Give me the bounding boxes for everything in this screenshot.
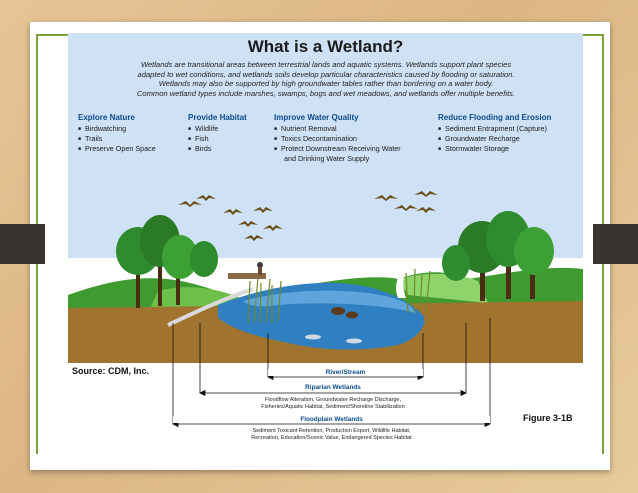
bird [253, 207, 273, 213]
figure-number: Figure 3-1B [523, 413, 573, 423]
category-heading: Explore Nature [78, 113, 135, 122]
fish [305, 335, 321, 340]
intro-line: Wetlands may also be supported by high groundwater tables rather than bordering on a water body. [158, 79, 494, 89]
bird [374, 195, 398, 201]
floodplain-wetlands-label: Floodplain Wetlands [173, 416, 490, 423]
category-item: ■ Sediment Entrapment (Capture) [438, 124, 551, 134]
desc-line: Floodflow Alteration, Groundwater Recharge Discharge, [264, 397, 402, 403]
tree-canopy [514, 227, 554, 275]
fish [346, 339, 362, 344]
tree-canopy [442, 245, 470, 281]
category-heading: Reduce Flooding and Erosion [438, 113, 552, 122]
category-improve-water-quality [274, 113, 401, 163]
desc-line: Recreation, Education/Scenic Value, Endangered Species Habitat [251, 435, 412, 441]
category-item: ■ Wildlife [188, 124, 247, 134]
left-tab [0, 224, 45, 264]
source-credit: Source: CDM, Inc. [72, 366, 150, 376]
corner-line-top-left [36, 34, 70, 36]
category-item: ■ Fish [188, 134, 247, 144]
bird [263, 225, 283, 231]
bird [244, 235, 264, 241]
category-heading: Improve Water Quality [274, 113, 359, 122]
category-item: ■ Preserve Open Space [78, 144, 156, 154]
riparian-wetlands-desc [200, 397, 466, 411]
category-provide-habitat [188, 113, 247, 154]
intro-line: Common wetland types include marshes, swamps, bogs and wet meadows, and wetlands offer multiple benefits. [136, 88, 516, 98]
duck [331, 307, 345, 315]
category-reduce-flooding [438, 113, 551, 154]
person [258, 267, 262, 275]
category-item: ■ Nutrient Removal [274, 124, 401, 134]
riparian-wetlands-label: Riparian Wetlands [305, 384, 361, 391]
category-item: ■ Trails [78, 134, 156, 144]
tree-trunk [158, 261, 162, 306]
bird [223, 209, 243, 215]
desc-line: Sediment Toxicant Retention, Production Export, Wildlife Habitat, [252, 428, 411, 434]
category-item: ■ Birdwatching [78, 124, 156, 134]
desc-line: Fisheries/Aquatic Habitat, Sediment/Shoreline Stabilization [261, 404, 405, 410]
bird [416, 207, 436, 213]
category-heading: Provide Habitat [188, 113, 247, 122]
intro-line: Wetlands are transitional areas between terrestrial lands and aquatic systems. Wetlands support plant species [140, 60, 512, 69]
category-item: ■ Stormwater Storage [438, 144, 551, 154]
category-item: ■ Birds [188, 144, 247, 154]
category-item: ■ Groundwater Recharge [438, 134, 551, 144]
floodplain-wetlands-desc [173, 428, 490, 442]
bird [238, 221, 258, 227]
intro-text [86, 60, 566, 98]
category-explore-nature [78, 113, 156, 154]
arrow-right [461, 391, 466, 396]
arrow-left [200, 391, 205, 396]
bird [394, 205, 418, 211]
river-stream-label: River/Stream [268, 369, 423, 376]
bird [178, 201, 202, 207]
category-item-continuation: and Drinking Water Supply [284, 154, 370, 163]
bird [196, 195, 216, 201]
wetland-figure [68, 33, 583, 458]
category-item: ■ Protect Downstream Receiving Water [274, 144, 401, 154]
right-tab [593, 224, 638, 264]
category-item: ■ Toxics Decontamination [274, 134, 401, 144]
tree-canopy [190, 241, 218, 277]
intro-line: adapted to wet conditions, and wetlands soils develop particular characteristics caused by flooding or saturation. [137, 69, 515, 79]
duck [346, 312, 358, 319]
bird [414, 191, 438, 197]
figure-title: What is a Wetland? [247, 37, 404, 56]
